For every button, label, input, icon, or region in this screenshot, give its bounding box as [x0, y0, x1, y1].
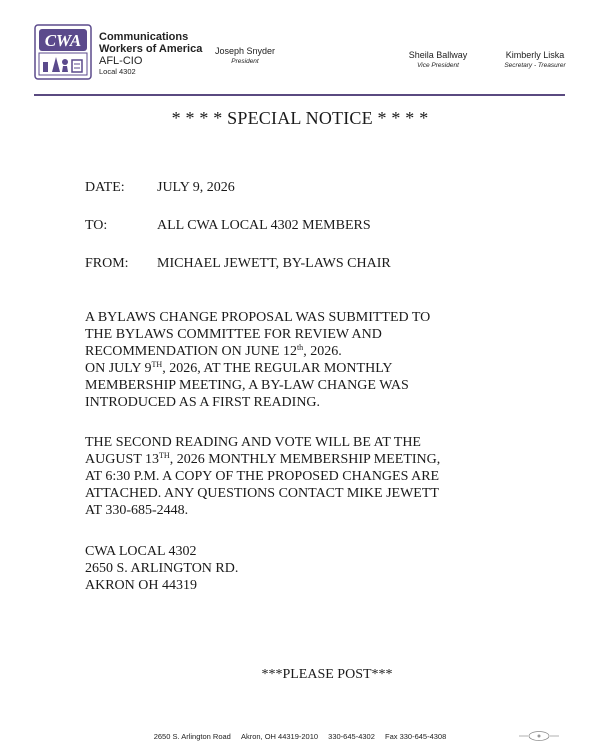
- body-line: THE SECOND READING AND VOTE WILL BE AT THE: [85, 435, 421, 450]
- officer-title: President: [231, 58, 259, 65]
- officer-secretary-treasurer: [494, 50, 576, 70]
- body-line: MEMBERSHIP MEETING, A BY-LAW CHANGE WAS: [85, 378, 409, 393]
- body-line: INTRODUCED AS A FIRST READING.: [85, 395, 321, 410]
- body-line: RECOMMENDATION ON JUNE 12th, 2026.: [85, 343, 342, 359]
- header-divider: [34, 94, 565, 96]
- officer-president: [205, 46, 285, 66]
- body-line: THE BYLAWS COMMITTEE FOR REVIEW AND: [85, 327, 382, 342]
- body-line: AT 6:30 P.M. A COPY OF THE PROPOSED CHANGES ARE: [85, 469, 440, 484]
- paragraph-2: [85, 434, 440, 519]
- body-line: AT 330-685-2448.: [85, 503, 189, 518]
- notice-title: * * * * SPECIAL NOTICE * * * *: [171, 108, 429, 128]
- footer-address: 2650 S. Arlington Road: [153, 732, 231, 741]
- footer-fax: Fax 330-645-4308: [384, 732, 447, 741]
- address-block: [85, 543, 238, 594]
- union-name: [99, 31, 202, 77]
- officer-name: Kimberly Liska: [505, 50, 565, 60]
- local-number: Local 4302: [99, 67, 136, 76]
- union-line-1: Communications: [99, 31, 189, 43]
- footer: [0, 732, 600, 741]
- to-label: TO:: [85, 218, 108, 233]
- date-label: DATE:: [85, 180, 125, 195]
- body-line: ON JULY 9TH, 2026, AT THE REGULAR MONTHLY: [85, 360, 393, 376]
- officer-name: Sheila Ballway: [408, 50, 468, 60]
- officer-title: Vice President: [417, 62, 459, 69]
- date-value: JULY 9, 2026: [157, 180, 235, 195]
- paragraph-1: [85, 309, 430, 411]
- address-line: AKRON OH 44319: [85, 578, 197, 593]
- cwa-logo: [34, 24, 92, 80]
- footer-city: Akron, OH 44319-2010: [240, 732, 319, 741]
- union-line-2: Workers of America: [99, 43, 203, 55]
- from-value: MICHAEL JEWETT, BY-LAWS CHAIR: [157, 256, 391, 271]
- please-post-notice: ***PLEASE POST***: [261, 667, 393, 682]
- body-line: A BYLAWS CHANGE PROPOSAL WAS SUBMITTED TO: [85, 310, 431, 325]
- address-line: CWA LOCAL 4302: [85, 544, 197, 559]
- officer-vice-president: [398, 50, 478, 70]
- to-value: ALL CWA LOCAL 4302 MEMBERS: [157, 218, 371, 233]
- union-line-3: AFL-CIO: [99, 55, 143, 67]
- body-line: ATTACHED. ANY QUESTIONS CONTACT MIKE JEWETT: [85, 486, 439, 501]
- from-label: FROM:: [85, 256, 129, 271]
- union-bug-icon: [516, 730, 562, 742]
- footer-phone: 330-645-4302: [328, 732, 375, 741]
- officer-name: Joseph Snyder: [214, 46, 276, 56]
- address-line: 2650 S. ARLINGTON RD.: [85, 561, 239, 576]
- logo-text: CWA: [44, 31, 82, 50]
- officer-title: Secretary - Treasurer: [504, 62, 566, 69]
- body-line: AUGUST 13TH, 2026 MONTHLY MEMBERSHIP MEETING,: [85, 451, 441, 467]
